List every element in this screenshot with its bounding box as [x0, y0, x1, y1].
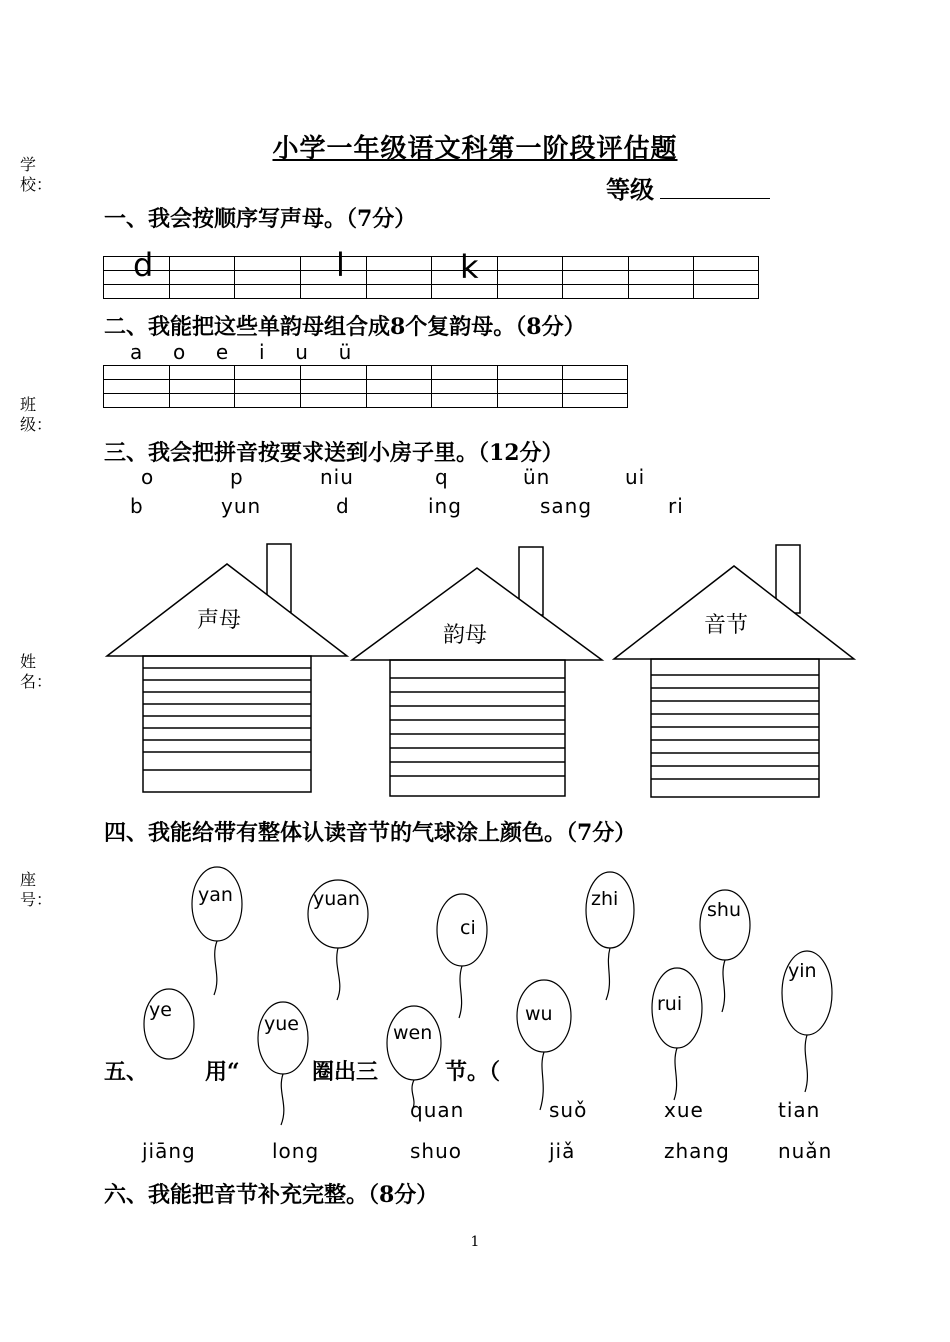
q5-item[interactable]: shuo [410, 1139, 463, 1163]
balloon-label: yue [264, 1013, 299, 1035]
question-5-part: 用“ [205, 1059, 240, 1085]
page-title: 小学一年级语文科第一阶段评估题 [272, 134, 678, 164]
grade-label: 等级 [606, 175, 654, 204]
q1-letter-k: k [460, 248, 479, 286]
balloon-label: shu [707, 899, 741, 921]
question-4: 四、我能给带有整体认读音节的气球涂上颜色。（7分） [104, 820, 637, 846]
house-label-initials: 声母 [197, 608, 242, 633]
q3-item: ui [625, 465, 646, 489]
question-2: 二、我能把这些单韵母组合成8个复韵母。（8分） [104, 314, 586, 340]
question-5-part: 节。（ [445, 1059, 501, 1085]
balloon-label: yin [788, 960, 817, 982]
q3-item: p [230, 465, 244, 489]
balloon-label: wen [393, 1022, 433, 1044]
q5-item[interactable]: quan [410, 1098, 465, 1122]
balloon-label: rui [657, 993, 683, 1015]
q3-item: q [435, 465, 449, 489]
question-3: 三、我会把拼音按要求送到小房子里。（12分） [104, 440, 564, 466]
q2-vowels: a o e i u ü [130, 340, 358, 364]
q3-item: b [130, 494, 144, 518]
balloon-icon[interactable] [517, 980, 571, 1110]
class-label: 班级： [20, 395, 53, 434]
q3-item: ing [428, 494, 462, 518]
school-label: 学校： [20, 155, 53, 194]
page-number: 1 [470, 1234, 480, 1250]
balloon-label: wu [525, 1003, 553, 1025]
seat-label: 座号： [20, 870, 53, 909]
balloon-icon[interactable] [652, 968, 702, 1100]
q3-item: niu [320, 465, 354, 489]
q3-item: ri [668, 494, 684, 518]
balloon-label: ci [460, 917, 476, 939]
house-label-syllables: 音节 [704, 613, 749, 638]
balloon-label: zhi [591, 888, 619, 910]
question-5-part: 五、 [104, 1059, 149, 1085]
q5-item[interactable]: jiāng [142, 1139, 196, 1163]
question-5-part: 圈出三 [312, 1059, 379, 1085]
q5-item[interactable]: long [272, 1139, 320, 1163]
balloon-label: yan [198, 884, 233, 906]
q3-item: ün [523, 465, 551, 489]
balloon-icon[interactable] [437, 894, 487, 1018]
name-label: 姓名： [20, 652, 53, 691]
q3-item: o [141, 465, 155, 489]
q3-item: yun [221, 494, 262, 518]
q5-item[interactable]: nuǎn [778, 1139, 833, 1163]
q5-item[interactable]: tian [778, 1098, 821, 1122]
q5-item[interactable]: jiǎ [549, 1139, 576, 1163]
q5-item[interactable]: zhang [664, 1139, 730, 1163]
question-6: 六、我能把音节补充完整。（8分） [104, 1182, 439, 1208]
q1-letter-d: d [133, 246, 154, 284]
balloon-label: yuan [313, 888, 360, 910]
q5-item[interactable]: suǒ [549, 1098, 588, 1122]
q3-item: d [336, 494, 350, 518]
balloon-label: ye [149, 999, 172, 1021]
q3-item: sang [540, 494, 593, 518]
q1-letter-l: l [336, 246, 345, 284]
question-1: 一、我会按顺序写声母。（7分） [104, 206, 417, 232]
q5-item[interactable]: xue [664, 1098, 704, 1122]
house-label-finals: 韵母 [443, 623, 488, 648]
